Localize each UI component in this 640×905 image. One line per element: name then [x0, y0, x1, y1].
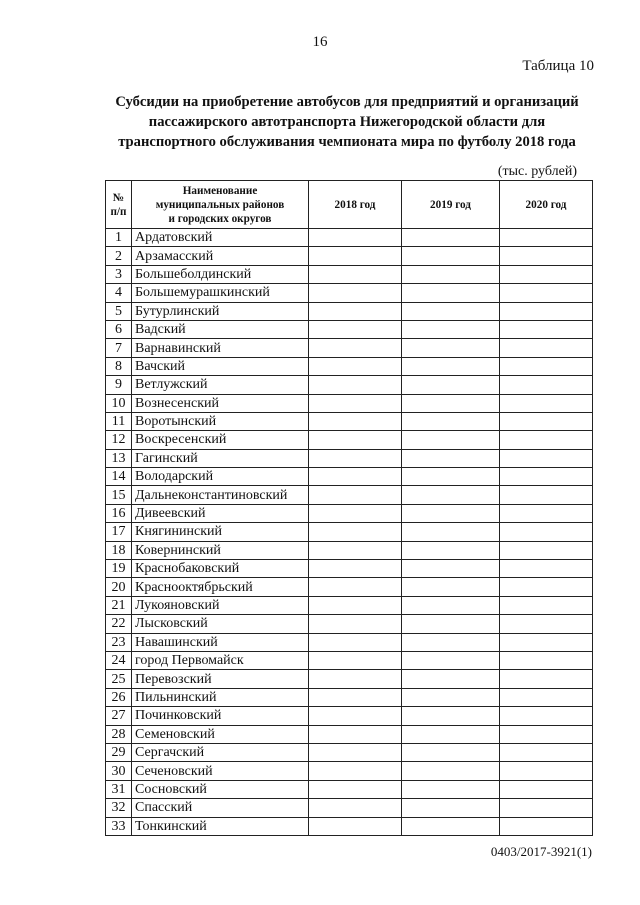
row-number: 29	[106, 743, 132, 761]
district-name: Перевозский	[132, 670, 309, 688]
cell-2018	[309, 523, 402, 541]
cell-2018	[309, 633, 402, 651]
table-row	[106, 504, 593, 522]
cell-2020	[500, 560, 593, 578]
cell-2020	[500, 817, 593, 835]
title-line: пассажирского автотранспорта Нижегородской области для	[148, 114, 546, 130]
table-row	[106, 468, 593, 486]
cell-2018	[309, 504, 402, 522]
cell-2019	[402, 284, 500, 302]
cell-2018	[309, 596, 402, 614]
row-number: 6	[106, 320, 132, 338]
district-name: Навашинский	[132, 633, 309, 651]
cell-2018	[309, 394, 402, 412]
cell-2020	[500, 725, 593, 743]
header-number	[106, 181, 132, 229]
row-number: 14	[106, 468, 132, 486]
district-name: Краснооктябрьский	[132, 578, 309, 596]
cell-2018	[309, 578, 402, 596]
cell-2018	[309, 486, 402, 504]
cell-2018	[309, 468, 402, 486]
header-name-line: Наименование	[182, 184, 258, 197]
district-name: Большеболдинский	[132, 265, 309, 283]
title-line: Субсидии на приобретение автобусов для предприятий и организаций	[115, 94, 579, 110]
table-row	[106, 799, 593, 817]
cell-2019	[402, 651, 500, 669]
cell-2020	[500, 762, 593, 780]
row-number: 17	[106, 523, 132, 541]
row-number: 9	[106, 376, 132, 394]
row-number: 22	[106, 615, 132, 633]
cell-2019	[402, 578, 500, 596]
table-row	[106, 431, 593, 449]
district-name: Дивеевский	[132, 504, 309, 522]
table-row	[106, 229, 593, 247]
cell-2018	[309, 615, 402, 633]
cell-2018	[309, 431, 402, 449]
document-code: 0403/2017-3921(1)	[490, 844, 592, 859]
row-number: 15	[106, 486, 132, 504]
units-label: (тыс. рублей)	[497, 164, 577, 179]
cell-2018	[309, 247, 402, 265]
district-name: Сеченовский	[132, 762, 309, 780]
header-2020: 2020 год	[500, 181, 593, 229]
cell-2019	[402, 799, 500, 817]
cell-2019	[402, 817, 500, 835]
cell-2019	[402, 486, 500, 504]
cell-2020	[500, 670, 593, 688]
table-title	[92, 92, 602, 152]
district-name: Ветлужский	[132, 376, 309, 394]
cell-2018	[309, 376, 402, 394]
cell-2019	[402, 357, 500, 375]
district-name: Сосновский	[132, 780, 309, 798]
district-name: Вачский	[132, 357, 309, 375]
cell-2019	[402, 707, 500, 725]
row-number: 32	[106, 799, 132, 817]
row-number: 10	[106, 394, 132, 412]
district-name: Лукояновский	[132, 596, 309, 614]
row-number: 11	[106, 412, 132, 430]
table-row	[106, 707, 593, 725]
cell-2018	[309, 541, 402, 559]
row-number: 27	[106, 707, 132, 725]
cell-2018	[309, 284, 402, 302]
subsidy-table	[105, 180, 593, 836]
district-name: Воротынский	[132, 412, 309, 430]
table-row	[106, 247, 593, 265]
cell-2019	[402, 762, 500, 780]
row-number: 3	[106, 265, 132, 283]
row-number: 16	[106, 504, 132, 522]
header-number-line: п/п	[110, 205, 127, 218]
district-name: Дальнеконстантиновский	[132, 486, 309, 504]
district-name: Большемурашкинский	[132, 284, 309, 302]
cell-2020	[500, 486, 593, 504]
row-number: 8	[106, 357, 132, 375]
table-row	[106, 670, 593, 688]
table-row	[106, 615, 593, 633]
district-name: Воскресенский	[132, 431, 309, 449]
row-number: 33	[106, 817, 132, 835]
row-number: 25	[106, 670, 132, 688]
table-row	[106, 725, 593, 743]
cell-2018	[309, 339, 402, 357]
cell-2019	[402, 523, 500, 541]
district-name: Пильнинский	[132, 688, 309, 706]
district-name: Тонкинский	[132, 817, 309, 835]
table-row	[106, 412, 593, 430]
row-number: 5	[106, 302, 132, 320]
row-number: 30	[106, 762, 132, 780]
cell-2019	[402, 688, 500, 706]
cell-2020	[500, 541, 593, 559]
district-name: Спасский	[132, 799, 309, 817]
district-name: Вадский	[132, 320, 309, 338]
cell-2020	[500, 229, 593, 247]
district-name: Краснобаковский	[132, 560, 309, 578]
cell-2020	[500, 320, 593, 338]
cell-2019	[402, 449, 500, 467]
district-name: Ардатовский	[132, 229, 309, 247]
row-number: 21	[106, 596, 132, 614]
cell-2020	[500, 743, 593, 761]
cell-2019	[402, 596, 500, 614]
cell-2018	[309, 560, 402, 578]
cell-2018	[309, 780, 402, 798]
cell-2019	[402, 633, 500, 651]
table-row	[106, 302, 593, 320]
cell-2018	[309, 817, 402, 835]
row-number: 23	[106, 633, 132, 651]
cell-2019	[402, 376, 500, 394]
row-number: 26	[106, 688, 132, 706]
cell-2020	[500, 302, 593, 320]
cell-2019	[402, 247, 500, 265]
table-row	[106, 762, 593, 780]
header-name-line: муниципальных районов	[155, 198, 285, 211]
cell-2020	[500, 633, 593, 651]
table-row	[106, 284, 593, 302]
table-row	[106, 265, 593, 283]
table-row	[106, 376, 593, 394]
cell-2019	[402, 560, 500, 578]
cell-2018	[309, 320, 402, 338]
table-body	[106, 229, 593, 836]
cell-2020	[500, 523, 593, 541]
cell-2020	[500, 615, 593, 633]
district-name: Ковернинский	[132, 541, 309, 559]
cell-2020	[500, 376, 593, 394]
cell-2020	[500, 799, 593, 817]
cell-2020	[500, 596, 593, 614]
cell-2020	[500, 651, 593, 669]
header-2019: 2019 год	[402, 181, 500, 229]
district-name: Арзамасский	[132, 247, 309, 265]
row-number: 7	[106, 339, 132, 357]
cell-2018	[309, 412, 402, 430]
table-row	[106, 633, 593, 651]
cell-2020	[500, 468, 593, 486]
title-line: транспортного обслуживания чемпионата мира по футболу 2018 года	[118, 134, 576, 150]
row-number: 12	[106, 431, 132, 449]
district-name: Вознесенский	[132, 394, 309, 412]
row-number: 31	[106, 780, 132, 798]
cell-2020	[500, 449, 593, 467]
row-number: 24	[106, 651, 132, 669]
cell-2019	[402, 670, 500, 688]
row-number: 20	[106, 578, 132, 596]
cell-2019	[402, 394, 500, 412]
table-row	[106, 449, 593, 467]
cell-2019	[402, 468, 500, 486]
cell-2019	[402, 743, 500, 761]
cell-2019	[402, 780, 500, 798]
header-2018: 2018 год	[309, 181, 402, 229]
cell-2020	[500, 431, 593, 449]
cell-2019	[402, 265, 500, 283]
table-row	[106, 780, 593, 798]
cell-2019	[402, 725, 500, 743]
district-name: Семеновский	[132, 725, 309, 743]
cell-2020	[500, 504, 593, 522]
cell-2020	[500, 265, 593, 283]
cell-2019	[402, 541, 500, 559]
cell-2020	[500, 357, 593, 375]
cell-2019	[402, 412, 500, 430]
district-name: Сергачский	[132, 743, 309, 761]
cell-2020	[500, 247, 593, 265]
header-name	[132, 181, 309, 229]
cell-2020	[500, 284, 593, 302]
district-name: Гагинский	[132, 449, 309, 467]
cell-2018	[309, 229, 402, 247]
cell-2018	[309, 302, 402, 320]
cell-2018	[309, 707, 402, 725]
table-row	[106, 560, 593, 578]
table-row	[106, 596, 593, 614]
table-row	[106, 578, 593, 596]
table-row	[106, 320, 593, 338]
district-name: Бутурлинский	[132, 302, 309, 320]
district-name: город Первомайск	[132, 651, 309, 669]
row-number: 19	[106, 560, 132, 578]
header-number-line: №	[112, 191, 125, 204]
row-number: 1	[106, 229, 132, 247]
cell-2018	[309, 762, 402, 780]
cell-2020	[500, 394, 593, 412]
cell-2018	[309, 651, 402, 669]
header-name-line: и городских округов	[168, 212, 272, 225]
district-name: Княгининский	[132, 523, 309, 541]
row-number: 2	[106, 247, 132, 265]
cell-2020	[500, 339, 593, 357]
district-name: Володарский	[132, 468, 309, 486]
table-row	[106, 394, 593, 412]
cell-2020	[500, 780, 593, 798]
cell-2018	[309, 357, 402, 375]
cell-2019	[402, 229, 500, 247]
table-row	[106, 523, 593, 541]
row-number: 18	[106, 541, 132, 559]
row-number: 13	[106, 449, 132, 467]
cell-2019	[402, 339, 500, 357]
cell-2020	[500, 688, 593, 706]
cell-2020	[500, 578, 593, 596]
table-row	[106, 743, 593, 761]
cell-2018	[309, 743, 402, 761]
cell-2019	[402, 615, 500, 633]
table-row	[106, 486, 593, 504]
cell-2020	[500, 707, 593, 725]
table-row	[106, 541, 593, 559]
row-number: 28	[106, 725, 132, 743]
cell-2018	[309, 799, 402, 817]
table-row	[106, 651, 593, 669]
cell-2019	[402, 504, 500, 522]
cell-2019	[402, 302, 500, 320]
cell-2018	[309, 725, 402, 743]
page-number: 16	[312, 34, 328, 50]
cell-2018	[309, 265, 402, 283]
table-row	[106, 357, 593, 375]
cell-2019	[402, 320, 500, 338]
table-row	[106, 688, 593, 706]
district-name: Варнавинский	[132, 339, 309, 357]
cell-2018	[309, 449, 402, 467]
table-header-row	[106, 181, 593, 229]
district-name: Лысковский	[132, 615, 309, 633]
district-name: Починковский	[132, 707, 309, 725]
table-label: Таблица 10	[522, 58, 594, 74]
cell-2020	[500, 412, 593, 430]
cell-2019	[402, 431, 500, 449]
table-row	[106, 817, 593, 835]
cell-2018	[309, 670, 402, 688]
cell-2018	[309, 688, 402, 706]
row-number: 4	[106, 284, 132, 302]
table-row	[106, 339, 593, 357]
